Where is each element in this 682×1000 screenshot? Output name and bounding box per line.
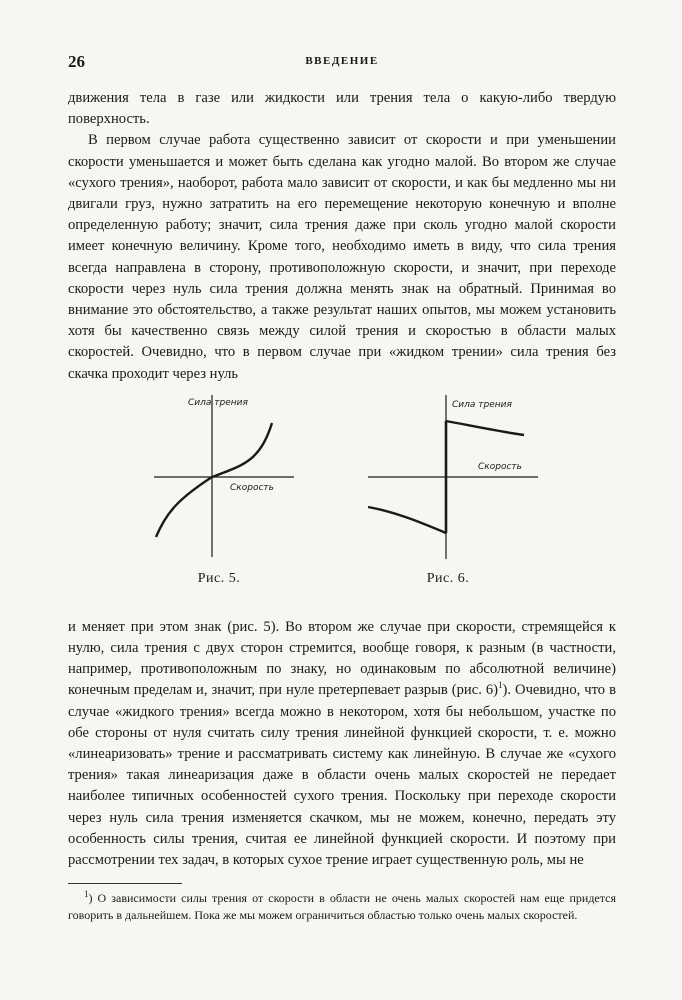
figure-5-ylabel: Сила трения [188, 397, 248, 408]
figure-6 [358, 395, 538, 587]
figure-5-caption: Рис. 5. [197, 570, 241, 586]
footnote-ref: 1 [498, 680, 503, 691]
figure-5-xlabel: Скорость [230, 482, 274, 493]
figure-6-plot [358, 395, 538, 565]
figure-5 [144, 395, 294, 587]
figure-6-xlabel: Скорость [478, 461, 522, 472]
paragraph-after-figures-part1: и меняет при этом знак (рис. 5). Во втором же случае при скорости, стремящейся к нулю, сила трения с двух сторон стремится, вообще говоря, к разным (в частности, например, противоположным по знаку, но одинаковым по абсолютной величине) конечным пределам и, значит, при нуле претерпевает разрыв (рис. 6) [68, 618, 616, 699]
figure-6-curve-negative [368, 507, 446, 533]
footnote-text: ) О зависимости силы трения от скорости в области не очень малых скоростей нам еще придется говорить в дальнейшем. Пока же мы можем ограничиться областью только очень малых скоростей. [68, 891, 616, 922]
figure-6-curve-positive [446, 421, 524, 435]
figure-5-curve [156, 423, 272, 537]
footnote [68, 890, 616, 923]
figure-5-plot [144, 395, 294, 565]
figures-row [68, 395, 616, 605]
book-page [68, 52, 616, 923]
page-header [68, 52, 616, 76]
running-title: ВВЕДЕНИЕ [305, 55, 379, 67]
paragraph-after-figures [68, 617, 616, 871]
paragraph-continuation: движения тела в газе или жидкости или трения тела о какую-либо твердую поверхность. [68, 90, 616, 128]
footnote-divider [68, 883, 182, 884]
page-number: 26 [68, 52, 85, 71]
paragraph-main: В первом случае работа существенно зависит от скорости и при уменьшении скорости уменьшается и может быть сделана как угодно малой. Во втором же случае «сухого трения», наоборот, работа мало зависит от скорости, и как бы медленно мы ни двигали груз, нужно затратить на его перемещение некоторую конечную и вполне определенную работу; значит, сила трения даже при сколь угодно малой скорости имеет конечную величину. Кроме того, необходимо иметь в виду, что сила трения всегда направлена в сторону, противоположную скорости, и значит, при переходе скорости через нуль сила трения должна менять знак на обратный. Принимая во внимание это обстоятельство, а также результат наших опытов, мы можем установить хотя бы качественно связь между силой трения и скоростью в области малых скоростей. Очевидно, что в первом случае при «жидком трении» сила трения без скачка проходит через нуль [68, 132, 616, 382]
paragraph-after-figures-part2: ). Очевидно, что в случае «жидкого трения» всегда можно в некотором, хотя бы небольшом, участке по обе стороны от нуля считать силу трения линейной функцией скорости, т. е. можно «линеаризовать» трение и рассматривать систему как линейную. В случае же «сухого трения» такая линеаризация даже в области очень малых скоростей не передает наиболее типичных особенностей сухого трения. Поскольку при переходе скорости через нуль сила трения изменяется скачком, мы не можем, конечно, передать эту особенность силы трения, считая ее линейной функцией скорости. И поэтому при рассмотрении тех задач, в которых сухое трение играет существенную роль, мы не [68, 682, 616, 869]
figure-6-caption: Рис. 6. [426, 570, 470, 586]
footnote-marker: 1 [84, 889, 89, 900]
figure-6-ylabel: Сила трения [452, 399, 512, 410]
